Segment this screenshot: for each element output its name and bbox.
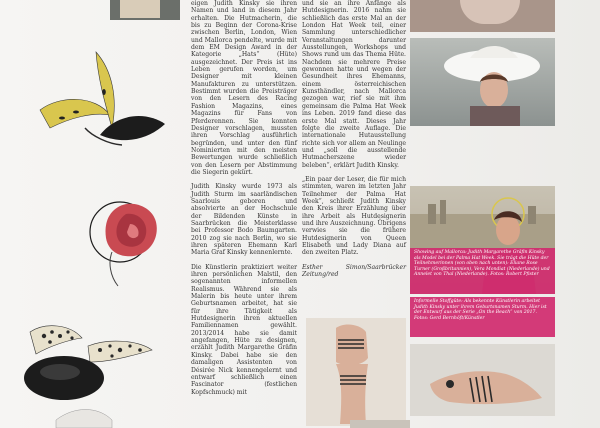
white-feather-fragment [56, 410, 112, 428]
article-paragraph: Die Künstlerin praktiziert weiter ihren persönlichen Malstil, den sogenannten informellen Realismus. Während sie als Malerin bis heute unter ihrem Geburtsnamen arbeitet, hat sie für ihre Tätigkeit als Hutdesignerin ihren aktuellen Familiennamen gewählt. 2013/2014 habe sie damit angefangen, Hüte zu designen, erzählt Judith Margarethe Gräfin Kinsky. Dabei habe sie den damaligen Assistenten von Désirée Nick kennengelernt und entwarf schließlich einen Fascinator (festlichen Kopfschmuck) mit [191, 263, 297, 396]
article-byline: Esther Simon/Saarbrücker Zeitung/red [302, 263, 406, 279]
article-paragraph: und sie an ihre Anfänge als Hutdesignerin. 2016 nahm sie schließlich das erste Mal an der London Hat Week teil, einer Sammlung unterschiedlicher Veranstaltungen darunter Ausstellungen, Workshops und Shows rund um das Thema Hüte. Nachdem sie mehrere Preise gewonnen hatte und wegen der Gesundheit ihres Ehemanns, einem österreichischen Kunsthändler, nach Mallorca gezogen war, rief sie mit ihm gemeinsam die Palma Hat Week ins Leben. 2019 fand diese das erste Mal statt. Dieses Jahr folgte die zweite Auflage. Die internationale Hutausstellung richte sich vor allem an Neulinge und „soll die ausstellende Hutmacherszene wieder beleben“, erklärt Judith Kinsky. [302, 0, 406, 169]
photo-bikini-drawing-two [410, 344, 555, 416]
caption-bikini-text: Informelle Stoffgüte: Als bekennte Künstlerin arbeitet Judith Kinsky unter ihrem Geburtsnamen Sturm. Hier ist der Entwurf aus der Serie „On the Beach“ von 2017. Fotos: Gerd Bernhöft/Künstler [414, 299, 547, 321]
photo-bottom-fragment [350, 420, 410, 428]
photo-top-fragment [410, 0, 555, 32]
photo-white-hat [410, 38, 555, 126]
article-column-right [302, 0, 406, 285]
caption-portrait [410, 248, 555, 294]
article-column-left [191, 0, 297, 403]
leopard-feather-hat [24, 326, 152, 400]
caption-portrait-text: Showing auf Mallorca: Judith Margarethe Gräfin Kinsky als Model bei der Palma Hat Week. Sie trägt die Hüte der Teilnehmerinnen (von oben nach unten): Eliane Rose Turner (Großbritannien), Vera Mondiat (Niederlande) und Annelet von Thal (Niederlande). Fotos: Robert Pfister [414, 250, 550, 278]
hat-illustrations [0, 0, 190, 428]
photo-bikini-drawing-one [306, 318, 406, 426]
gold-feather-hat [40, 52, 165, 145]
top-photo-fragment [110, 0, 180, 20]
article-paragraph: Judith Kinsky wurde 1973 als Judith Sturm im saarländischen Saarlouis geboren und absolvierte an der Hochschule der Bildenden Künste in Saarbrücken die Meisterklasse bei Professor Bodo Baumgarten. 2010 zog sie nach Berlin, wo sie ihren späteren Ehemann Karl Maria Graf Kinsky kennenlernte. [191, 183, 297, 257]
caption-bikini [410, 297, 555, 337]
photo-portrait-model [410, 186, 555, 294]
red-rose-hat [90, 202, 157, 286]
article-paragraph: eigen Judith Kinsky sie ihren Namen und land in diesem Jahr erhalten. Die Hutmacherin, die bis zu Beginn der Corona-Krise zwischen Berlin, London, Wien und Mallorca pendelte, wurde mit dem EM Design Award in der Kategorie „Hats“ (Hüte) ausgezeichnet. Der Preis ist ins Leben gerufen worden, um Designer mit kleinen Manufakturen zu unterstützen. Bestimmt wurden die Preisträger von den Lesern des Racing Fashion Magazins, eines Magazins für Fans von Pferderennen. Sie konnten Designer vorschlagen, mussten ihren Vorschlag ausführlich begründen, und unter den fünf Nominierten mit den meisten Bewertungen wurde schließlich von den Lesern per Abstimmung die Siegerin gekürt. [191, 0, 297, 176]
article-paragraph: „Ein paar der Leser, die für mich stimmten, waren im letzten Jahr Teilnehmer der Palma Hat Week“, schließt Judith Kinsky den Kreis ihrer Erzählung über ihre Arbeit als Hutdesignerin und ihre Auszeichnung. Übrigens verwies sie die frühere Hutdesignerin von Queen Elisabeth und Lady Diana auf den zweiten Platz. [302, 175, 406, 257]
